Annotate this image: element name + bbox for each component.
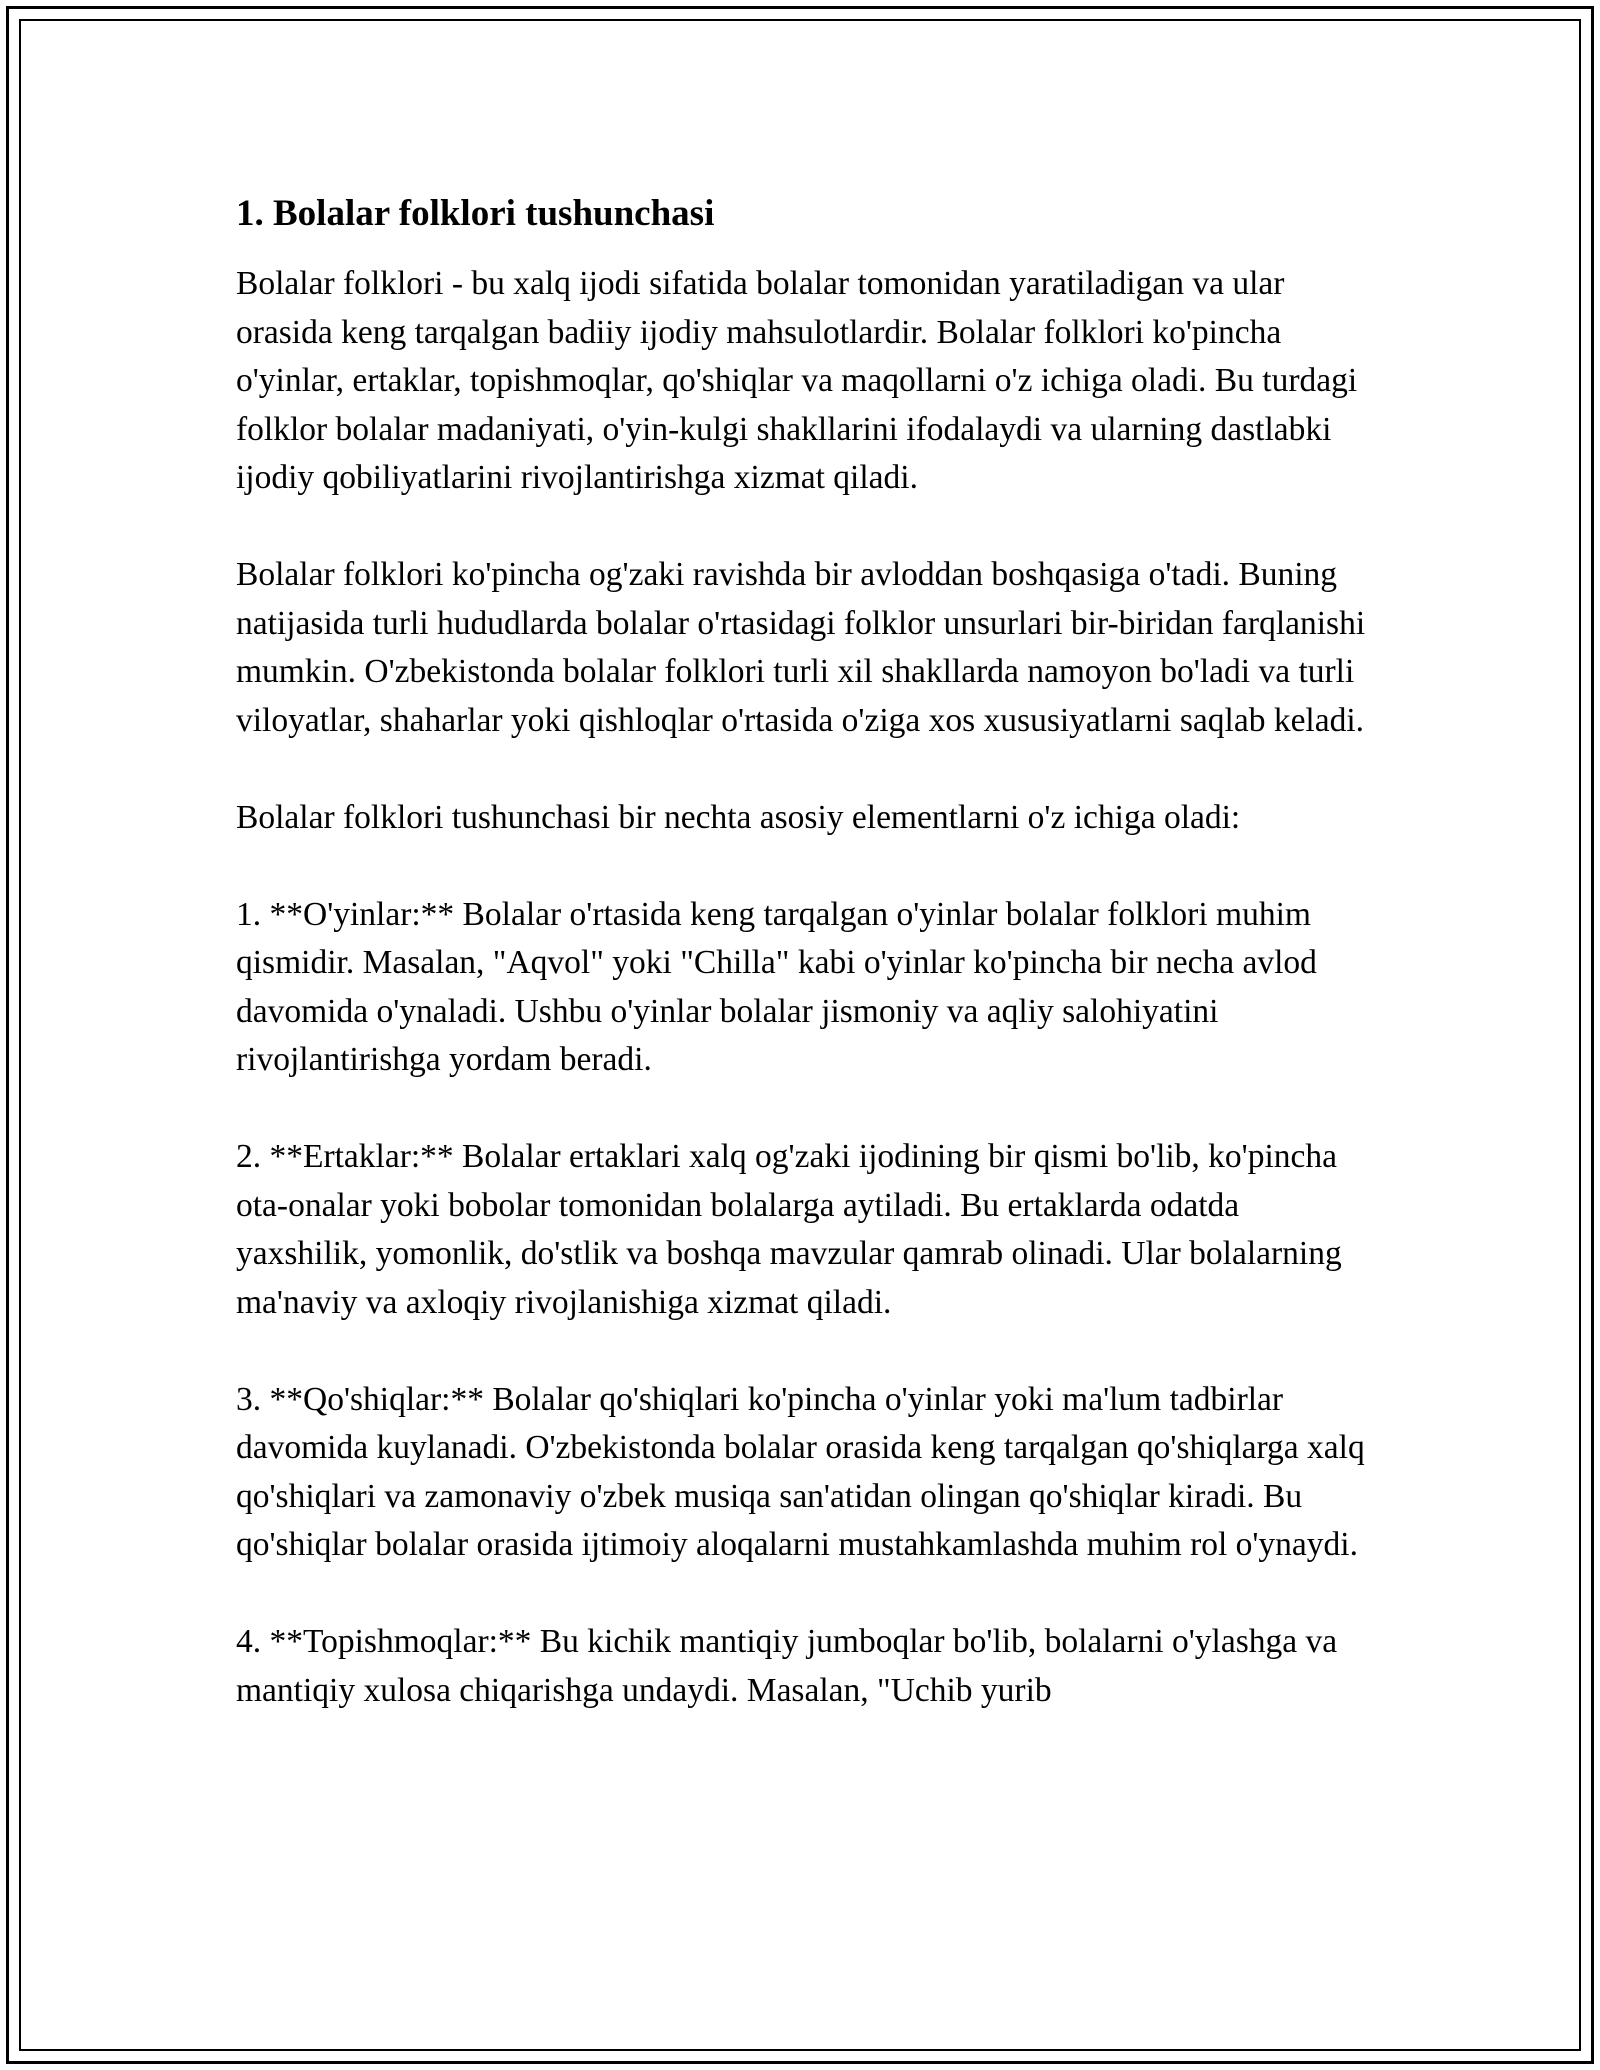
list-item-riddles: 4. **Topishmoqlar:** Bu kichik mantiqiy jumboqlar bo'lib, bolalarni o'ylashga va mantiqiy xulosa chiqarishga undaydi. Masalan, "Uchib yurib xyxy=(236,1623,1338,1709)
list-item-songs: 3. **Qo'shiqlar:** Bolalar qo'shiqlari ko'pincha o'yinlar yoki ma'lum tadbirlar davomida kuylanadi. O'zbekistonda bolalar orasida keng tarqalgan qo'shiqlarga xalq qo'shiqlari va zamonaviy o'zbek musiqa san'atidan olingan qo'shiqlar kiradi. Bu qo'shiqlar bolalar orasida ijtimoiy aloqalarni mustahkamlashda muhim rol o'ynaydi. xyxy=(236,1380,1365,1563)
list-item-tales: 2. **Ertaklar:** Bolalar ertaklari xalq og'zaki ijodining bir qismi bo'lib, ko'pincha ota-onalar yoki bobolar tomonidan bolalarga aytiladi. Bu ertaklarda odatda yaxshilik, yomonlik, do'stlik va boshqa mavzular qamrab olinadi. Ular bolalarning ma'naviy va axloqiy rivojlanishiga xizmat qiladi. xyxy=(236,1138,1342,1321)
document-body xyxy=(236,190,1366,1715)
paragraph-elements-intro: Bolalar folklori tushunchasi bir nechta asosiy elementlarni o'z ichiga oladi: xyxy=(236,798,1241,836)
list-item-games: 1. **O'yinlar:** Bolalar o'rtasida keng tarqalgan o'yinlar bolalar folklori muhim qismidir. Masalan, "Aqvol" yoki "Chilla" kabi o'yinlar ko'pincha bir necha avlod davomida o'ynaladi. Ushbu o'yinlar bolalar jismoniy va aqliy salohiyatini rivojlantirishga yordam beradi. xyxy=(236,895,1317,1078)
paragraph-intro: Bolalar folklori - bu xalq ijodi sifatida bolalar tomonidan yaratiladigan va ular orasida keng tarqalgan badiiy ijodiy mahsulotlardir. Bolalar folklori ko'pincha o'yinlar, ertaklar, topishmoqlar, qo'shiqlar va maqollarni o'z ichiga oladi. Bu turdagi folklor bolalar madaniyati, o'yin-kulgi shakllarini ifodalaydi va ularning dastlabki ijodiy qobiliyatlarini rivojlantirishga xizmat qiladi. xyxy=(236,265,1358,496)
section-title: 1. Bolalar folklori tushunchasi xyxy=(236,193,715,234)
paragraph-transmission: Bolalar folklori ko'pincha og'zaki ravishda bir avloddan boshqasiga o'tadi. Buning natijasida turli hududlarda bolalar o'rtasidagi folklor unsurlari bir-biridan farqlanishi mumkin. O'zbekistonda bolalar folklori turli xil shakllarda namoyon bo'ladi va turli viloyatlar, shaharlar yoki qishloqlar o'rtasida o'ziga xos xususiyatlarni saqlab keladi. xyxy=(236,556,1366,739)
